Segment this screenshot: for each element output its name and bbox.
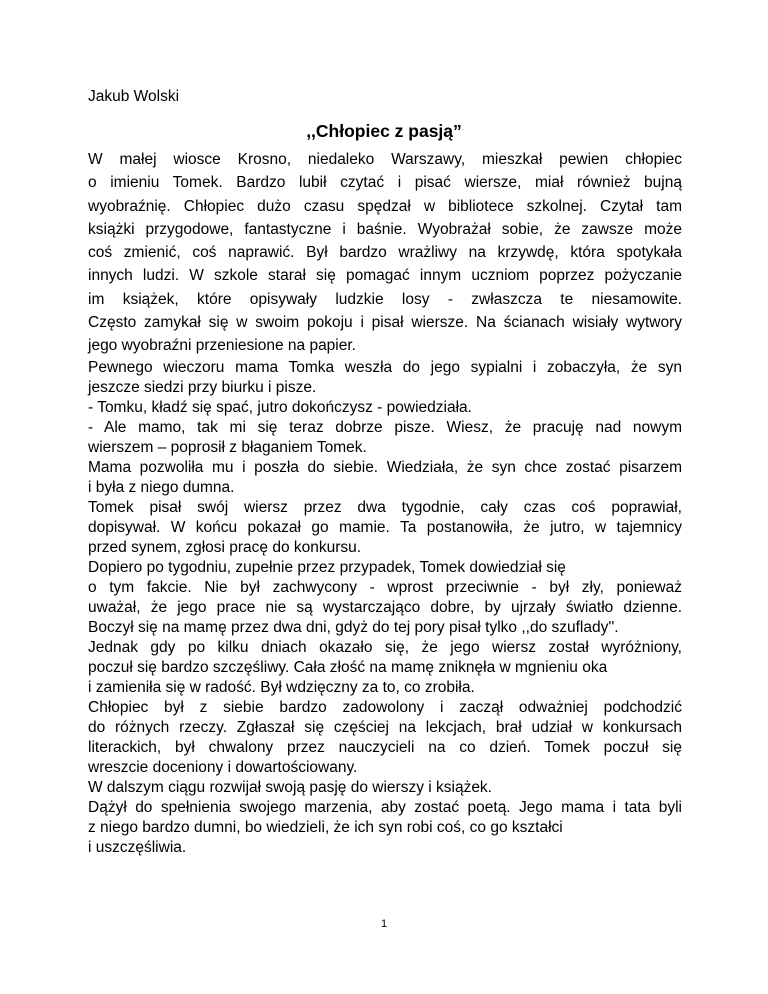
text-line: - Tomku, kładź się spać, jutro dokończysz - powiedziała.	[88, 398, 472, 416]
text-line: i była z niego dumna.	[88, 478, 235, 496]
text-line: Często zamykał się w swoim pokoju i pisał wiersze. Na ścianach wisiały wytwory	[88, 314, 682, 332]
text-line: Boczył się na mamę przez dwa dni, gdyż do tej pory pisał tylko ,,do szuflady''.	[88, 618, 619, 636]
text-line: Mama pozwoliła mu i poszła do siebie. Wiedziała, że syn chce zostać pisarzem	[88, 458, 682, 476]
text-line: jego wyobraźni przeniesione na papier.	[88, 337, 356, 355]
text-line: W dalszym ciągu rozwijał swoją pasję do wierszy i książek.	[88, 778, 492, 796]
text-line: dopisywał. W końcu pokazał go mamie. Ta postanowiła, że jutro, w tajemnicy	[88, 518, 682, 536]
text-line: uważał, że jego prace nie są wystarczająco dobre, by ujrzały światło dzienne.	[88, 598, 682, 616]
text-line: Jednak gdy po kilku dniach okazało się, że jego wiersz został wyróżniony,	[88, 638, 682, 656]
author-name: Jakub Wolski	[88, 88, 180, 105]
text-line: i uszczęśliwia.	[88, 838, 187, 856]
text-line: jeszcze siedzi przy biurku i pisze.	[88, 378, 317, 396]
text-line: wierszem – poprosił z błaganiem Tomek.	[88, 438, 367, 456]
text-line: coś zmienić, coś naprawić. Był bardzo wrażliwy na krzywdę, która spotykała	[88, 244, 682, 262]
text-line: wreszcie doceniony i dowartościowany.	[88, 758, 358, 776]
story-body	[88, 148, 682, 858]
text-line: Tomek pisał swój wiersz przez dwa tygodnie, cały czas coś poprawiał,	[88, 498, 682, 516]
text-line: do różnych rzeczy. Zgłaszał się częściej na lekcjach, brał udział w konkursach	[88, 718, 682, 736]
text-line: Pewnego wieczoru mama Tomka weszła do jego sypialni i zobaczyła, że syn	[88, 358, 682, 376]
text-line: wyobraźnię. Chłopiec dużo czasu spędzał w bibliotece szkolnej. Czytał tam	[88, 197, 682, 215]
page-number: 1	[380, 918, 388, 930]
text-line: Chłopiec był z siebie bardzo zadowolony i zaczął odważniej podchodzić	[88, 698, 682, 716]
text-line: poczuł się bardzo szczęśliwy. Cała złość na mamę zniknęła w mgnieniu oka	[88, 658, 608, 676]
text-line: im książek, które opisywały ludzkie losy - zwłaszcza te niesamowite.	[88, 290, 682, 308]
text-line: literackich, był chwalony przez nauczycieli na co dzień. Tomek poczuł się	[88, 738, 682, 756]
text-line: Dopiero po tygodniu, zupełnie przez przypadek, Tomek dowiedział się	[88, 558, 566, 576]
text-line: książki przygodowe, fantastyczne i baśnie. Wyobrażał sobie, że zawsze może	[88, 220, 682, 238]
text-line: z niego bardzo dumni, bo wiedzieli, że ich syn robi coś, co go kształci	[88, 818, 563, 836]
text-line: o imieniu Tomek. Bardzo lubił czytać i pisać wiersze, miał również bujną	[88, 174, 682, 192]
text-line: Dążył do spełnienia swojego marzenia, aby zostać poetą. Jego mama i tata byli	[88, 798, 682, 816]
text-line: o tym fakcie. Nie był zachwycony - wprost przeciwnie - był zły, ponieważ	[88, 578, 682, 596]
text-line: - Ale mamo, tak mi się teraz dobrze pisze. Wiesz, że pracuję nad nowym	[88, 418, 682, 436]
text-line: przed synem, zgłosi pracę do konkursu.	[88, 538, 362, 556]
text-line: i zamieniła się w radość. Był wdzięczny za to, co zrobiła.	[88, 678, 475, 696]
text-line: innych ludzi. W szkole starał się pomagać innym uczniom poprzez pożyczanie	[88, 267, 682, 285]
text-line: W małej wiosce Krosno, niedaleko Warszawy, mieszkał pewien chłopiec	[88, 151, 682, 168]
document-title: ,,Chłopiec z pasją”	[306, 121, 462, 141]
